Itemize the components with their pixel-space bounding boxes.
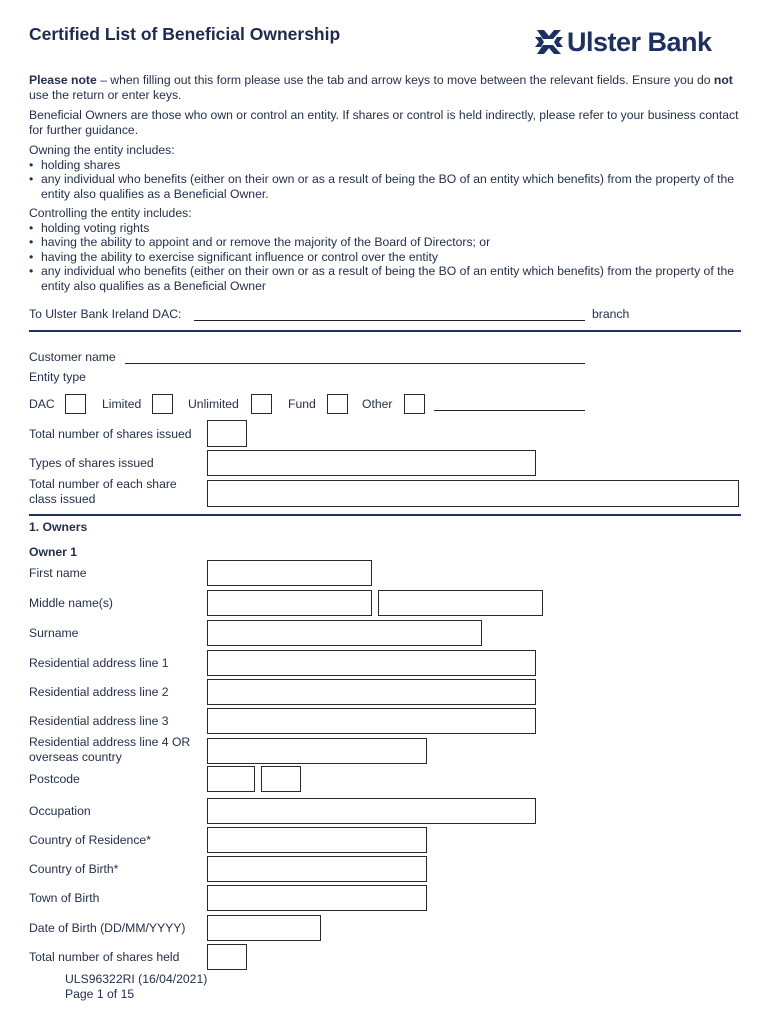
form-code: ULS96322RI (16/04/2021) <box>65 972 208 986</box>
controlling-heading: Controlling the entity includes: <box>29 206 192 220</box>
dob-input[interactable] <box>207 915 321 941</box>
branch-name-field[interactable] <box>194 320 585 321</box>
address-line-1-input[interactable] <box>207 650 536 676</box>
list-item: • having the ability to exercise significant influence or control over the entity <box>29 250 744 265</box>
divider <box>29 330 741 332</box>
town-birth-input[interactable] <box>207 885 427 911</box>
country-residence-label: Country of Residence* <box>29 833 151 847</box>
entity-option-unlimited: Unlimited <box>188 397 239 411</box>
ulster-bank-logo-icon <box>535 28 563 56</box>
controlling-block <box>29 206 744 294</box>
entity-option-fund: Fund <box>288 397 316 411</box>
entity-option-other: Other <box>362 397 393 411</box>
occupation-input[interactable] <box>207 798 536 824</box>
surname-label: Surname <box>29 626 79 640</box>
fund-checkbox[interactable] <box>327 394 348 414</box>
limited-checkbox[interactable] <box>152 394 173 414</box>
list-item: • holding voting rights <box>29 221 744 236</box>
total-shares-input[interactable] <box>207 420 247 447</box>
address-line-3-input[interactable] <box>207 708 536 734</box>
country-residence-input[interactable] <box>207 827 427 853</box>
each-class-input[interactable] <box>207 480 739 507</box>
owning-heading: Owning the entity includes: <box>29 143 175 157</box>
list-item: • any individual who benefits (either on their own or as a result of being the BO of an entity which benefits) from the property of the entity also qualifies as a Beneficial Owner <box>29 264 744 293</box>
address-line-4-label: Residential address line 4 OR overseas country <box>29 735 191 764</box>
occupation-label: Occupation <box>29 804 91 818</box>
address-line-3-label: Residential address line 3 <box>29 714 169 728</box>
postcode-input-1[interactable] <box>207 766 255 792</box>
total-shares-label: Total number of shares issued <box>29 427 192 441</box>
first-name-input[interactable] <box>207 560 372 586</box>
types-shares-label: Types of shares issued <box>29 456 154 470</box>
owner-heading: Owner 1 <box>29 545 78 559</box>
customer-name-field[interactable] <box>125 363 585 364</box>
bo-definition: Beneficial Owners are those who own or control an entity. If shares or control is held indirectly, please refer to your business contact for further guidance. <box>29 108 739 137</box>
first-name-label: First name <box>29 566 87 580</box>
address-line-4-input[interactable] <box>207 738 427 764</box>
controlling-list <box>29 221 744 294</box>
middle-name-input-1[interactable] <box>207 590 372 616</box>
note-label: Please note <box>29 73 97 87</box>
address-line-1-label: Residential address line 1 <box>29 656 169 670</box>
town-birth-label: Town of Birth <box>29 891 100 905</box>
owners-section-heading: 1. Owners <box>29 520 88 534</box>
dac-checkbox[interactable] <box>65 394 86 414</box>
other-checkbox[interactable] <box>404 394 425 414</box>
list-item: • having the ability to appoint and or remove the majority of the Board of Directors; or <box>29 235 744 250</box>
logo-text: Ulster Bank <box>567 26 712 57</box>
middle-name-input-2[interactable] <box>378 590 543 616</box>
owning-block <box>29 143 744 201</box>
note-text-1: – when filling out this form please use the tab and arrow keys to move between the relevant fields. Ensure you do <box>96 73 714 87</box>
shares-held-input[interactable] <box>207 944 247 970</box>
postcode-input-2[interactable] <box>261 766 301 792</box>
list-item: • holding shares <box>29 158 744 173</box>
country-birth-label: Country of Birth* <box>29 862 119 876</box>
entity-type-label: Entity type <box>29 370 86 384</box>
dob-label: Date of Birth (DD/MM/YYYY) <box>29 921 186 935</box>
ulster-bank-logo <box>535 24 741 60</box>
note-paragraph <box>29 73 744 102</box>
page-number: Page 1 of 15 <box>65 987 135 1001</box>
country-birth-input[interactable] <box>207 856 427 882</box>
page-title: Certified List of Beneficial Ownership <box>29 24 341 44</box>
shares-held-label: Total number of shares held <box>29 950 180 964</box>
address-line-2-input[interactable] <box>207 679 536 705</box>
divider <box>29 514 741 516</box>
address-line-2-label: Residential address line 2 <box>29 685 169 699</box>
note-text-2: use the return or enter keys. <box>29 87 182 102</box>
customer-name-label: Customer name <box>29 350 116 364</box>
entity-option-limited: Limited <box>102 397 142 411</box>
postcode-label: Postcode <box>29 772 80 786</box>
entity-option-dac: DAC <box>29 397 55 411</box>
other-specify-field[interactable] <box>434 410 585 411</box>
branch-label: branch <box>592 307 630 321</box>
list-item: • any individual who benefits (either on their own or as a result of being the BO of an entity which benefits) from the property of the entity also qualifies as a Beneficial Owner. <box>29 172 744 201</box>
to-bank-label: To Ulster Bank Ireland DAC: <box>29 307 182 321</box>
note-not: not <box>713 73 733 87</box>
middle-names-label: Middle name(s) <box>29 596 113 610</box>
unlimited-checkbox[interactable] <box>251 394 272 414</box>
each-class-label: Total number of each share class issued <box>29 477 177 506</box>
surname-input[interactable] <box>207 620 482 646</box>
owning-list <box>29 158 744 202</box>
types-shares-input[interactable] <box>207 450 536 476</box>
